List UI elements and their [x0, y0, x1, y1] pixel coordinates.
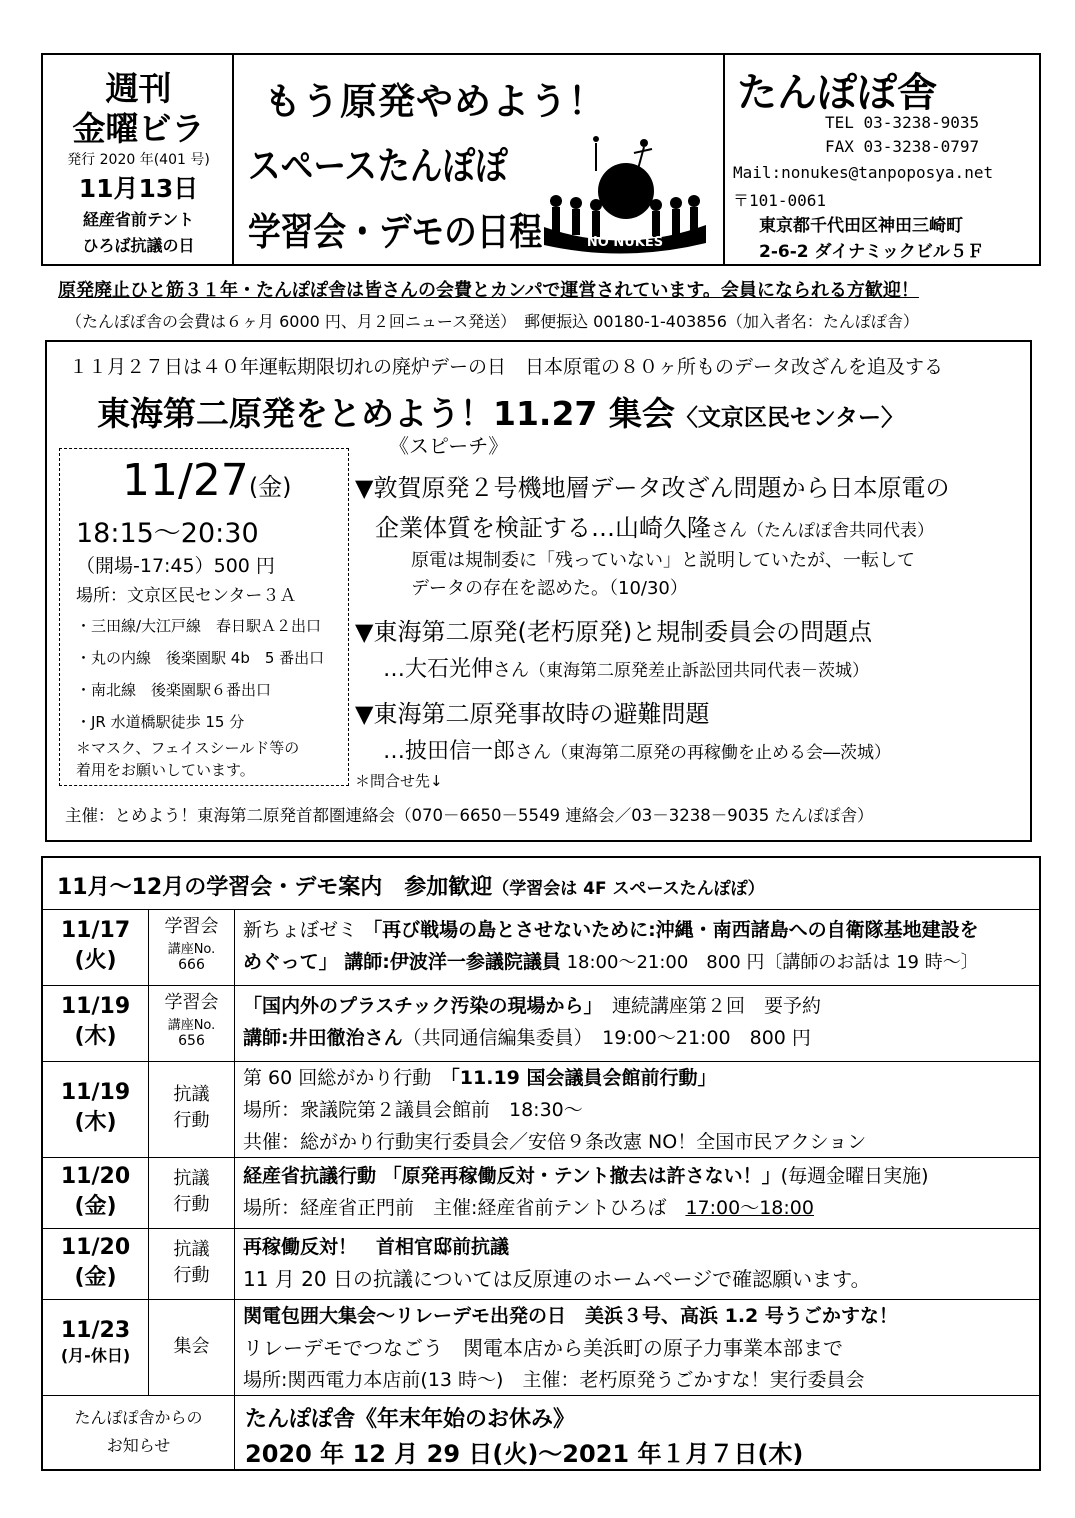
- desc-time-fee: （共同通信編集委員） 19:00～21:00 800 円: [402, 1027, 811, 1049]
- access-item: ・南北線 後楽園駅６番出口: [76, 681, 272, 699]
- row-type: [149, 986, 235, 1061]
- membership-line-1: 原発廃止ひと筋３１年・たんぽぽ舎は皆さんの会費とカンパで運営されています。会員になられる方歓迎！: [58, 280, 919, 301]
- desc-place: 場所：衆議院第２議員会館前 18:30～: [243, 1099, 583, 1121]
- address-2: 2-6-2 ダイナミックビル５Ｆ: [759, 242, 984, 262]
- type-course-label: 講座No.: [167, 1018, 216, 1033]
- row-type: [149, 910, 235, 985]
- speech-1-speaker: [375, 508, 934, 543]
- table-row: [43, 985, 1039, 1061]
- issue-date: 11月13日: [78, 174, 199, 203]
- type-text: 抗議: [173, 1168, 210, 1189]
- address-1: 東京都千代田区神田三崎町: [759, 216, 963, 236]
- mail: Mail:nonukes@tanpoposya.net: [733, 163, 994, 182]
- type-text: 行動: [173, 1110, 210, 1131]
- row-description: [243, 1158, 1033, 1230]
- event-date: [122, 455, 292, 506]
- desc-frequency: (毎週金曜日実施): [780, 1165, 929, 1187]
- date-text: 11/23: [60, 1318, 131, 1343]
- weekday-text: (木): [74, 1110, 117, 1135]
- date-text: 11/17: [60, 918, 131, 943]
- desc-lecturer: 講師:井田徹治さん: [243, 1027, 403, 1049]
- row-type: [149, 1062, 235, 1157]
- title-block: [234, 55, 725, 264]
- weekly-label: 週刊: [105, 69, 172, 108]
- speech-2-speaker: [383, 652, 869, 683]
- desc-title: 「再び戦場の島とさせないために:沖縄・南西諸島への自衛隊基地建設を: [363, 919, 979, 941]
- event-place: 場所：文京区民センター３Ａ: [76, 586, 297, 606]
- table-row: [43, 1299, 1039, 1395]
- row-description: [243, 1062, 1033, 1157]
- notice-label-1: たんぽぽ舎からの: [74, 1408, 203, 1427]
- row-date: [43, 986, 149, 1061]
- row-type: [149, 1300, 235, 1395]
- no-nukes-logo: [534, 131, 714, 259]
- desc-title: 再稼働反対！ 首相官邸前抗議: [243, 1236, 510, 1258]
- rally-organizer: 主催：とめよう！東海第二原発首都圏連絡会（070－6650－5549 連絡会／03－3238－9035 たんぽぽ舎）: [65, 806, 874, 825]
- speech-3-title: ▼東海第二原発事故時の避難問題: [355, 700, 710, 728]
- row-type: [149, 1158, 235, 1228]
- type-course-label: 講座No.: [167, 942, 216, 957]
- desc-lecturer: めぐって」 講師:伊波洋一参議院議員: [243, 951, 561, 973]
- type-text: 集会: [173, 1336, 210, 1357]
- event-weekday: (金): [248, 473, 292, 501]
- row-description: [243, 986, 1033, 1065]
- fax: FAX 03-3238-0797: [825, 137, 980, 156]
- type-course-number: 656: [178, 1033, 205, 1049]
- speaker-name: …披田信一郎: [383, 739, 516, 764]
- row-date: [43, 1300, 149, 1395]
- speaker-honorific: さん: [493, 660, 530, 681]
- table-row: [43, 1157, 1039, 1228]
- row-date: [43, 1062, 149, 1157]
- speech-1-note-1: 原電は規制委に「残っていない」と説明していたが、一転して: [411, 550, 915, 571]
- access-item: ・三田線/大江戸線 春日駅Ａ２出口: [76, 617, 322, 635]
- desc-title: 関電包囲大集会～リレーデモ出発の日 美浜３号、高浜 1.2 号うごかすな！: [243, 1305, 898, 1327]
- speaker-affiliation: （たんぽぽ舎共同代表）: [747, 521, 934, 541]
- row-date: [43, 1229, 149, 1299]
- desc-time-fee: 18:00～21:00 800 円〔講師のお話は 19 時～〕: [560, 952, 979, 973]
- type-text: 抗議: [173, 1239, 210, 1260]
- logo-text: NO NUKES: [586, 235, 664, 250]
- contact-mark: ＊問合せ先↓: [355, 772, 443, 790]
- date-text: 11/20: [60, 1235, 131, 1260]
- access-item: ・JR 水道橋駅徒歩 15 分: [76, 713, 245, 731]
- notice-label-2: お知らせ: [106, 1436, 171, 1455]
- org-name: たんぽぽ舎: [737, 70, 937, 116]
- schedule-table: [41, 856, 1041, 1471]
- weekday-text: (火): [74, 948, 117, 973]
- desc-prefix: 新ちょぼゼミ: [243, 919, 358, 941]
- speaker-honorific: さん: [711, 520, 747, 541]
- weekday-text: (金): [74, 1265, 117, 1290]
- weekday-text: (月-休日): [60, 1346, 131, 1365]
- access-item: ・丸の内線 後楽園駅 4b 5 番出口: [76, 649, 325, 667]
- rally-box: [45, 340, 1032, 842]
- friday-flyer-label: 金曜ビラ: [72, 109, 205, 148]
- event-date-big: 11/27: [122, 455, 249, 506]
- desc-title: 「国内外のプラスチック汚染の現場から」: [243, 995, 593, 1017]
- event-details: [59, 448, 349, 786]
- date-text: 11/19: [60, 1080, 131, 1105]
- desc-note: 11 月 20 日の抗議については反原連のホームページで確認願います。: [243, 1267, 871, 1291]
- weekday-text: (木): [74, 1024, 117, 1049]
- tel: TEL 03-3238-9035: [825, 113, 980, 132]
- desc-place: 場所：経産省正門前 主催:経産省前テントひろば: [243, 1197, 686, 1219]
- header-box: [41, 53, 1041, 266]
- rally-venue-tag: 〈文京区民センター〉: [674, 405, 904, 431]
- mask-note-1: ＊マスク、フェイスシールド等の: [76, 739, 300, 757]
- event-time: 18:15～20:30: [76, 518, 259, 549]
- membership-line-2: （たんぽぽ舎の会費は６ヶ月 6000 円、月２回ニュース発送） 郵便振込 00180-1-403856（加入者名：たんぽぽ舎）: [66, 312, 919, 331]
- speaker-honorific: さん: [515, 742, 552, 763]
- speech-3-speaker: [383, 734, 891, 765]
- type-text: 学習会: [164, 916, 219, 937]
- zip: 〒101-0061: [733, 191, 827, 210]
- desc-route: リレーデモでつなごう 関電本店から美浜町の原子力事業本部まで: [243, 1336, 843, 1360]
- slogan: もう原発やめよう！: [264, 80, 606, 123]
- type-course-number: 666: [178, 957, 205, 973]
- desc-cohost: 共催：総がかり行動実行委員会／安倍９条改憲 NO！全国市民アクション: [243, 1131, 867, 1153]
- type-text: 抗議: [173, 1084, 210, 1105]
- date-text: 11/19: [60, 994, 131, 1019]
- weekday-text: (金): [74, 1194, 117, 1219]
- speech-label: 《スピーチ》: [389, 434, 509, 458]
- mask-note-2: 着用をお願いしています。: [76, 761, 255, 779]
- desc-series: 連続講座第２回 要予約: [592, 995, 821, 1017]
- desc-place-host: 場所:関西電力本店前(13 時～) 主催：老朽原発うごかすな！実行委員会: [243, 1369, 865, 1391]
- notice-title: たんぽぽ舎《年末年始のお休み》: [245, 1407, 576, 1432]
- notice-row: [43, 1395, 1039, 1469]
- row-type: [149, 1229, 235, 1299]
- schedule-heading-note: （学習会は 4F スペースたんぽぽ）: [492, 879, 765, 899]
- table-row: [43, 1061, 1039, 1157]
- row-description: [243, 1300, 1033, 1395]
- tent-line-2: ひろば抗議の日: [82, 236, 195, 255]
- schedule-heading: [57, 870, 765, 901]
- rally-intro: １１月２７日は４０年運転期限切れの廃炉デーの日 日本原電の８０ヶ所ものデータ改ざんを追及する: [69, 356, 944, 378]
- rally-title: [97, 388, 904, 435]
- row-date: [43, 910, 149, 985]
- table-row: [43, 909, 1039, 985]
- type-text: 学習会: [164, 992, 219, 1013]
- speech-1-note-2: データの存在を認めた。（10/30）: [411, 578, 688, 599]
- speaker-affiliation: （東海第二原発差止訴訟団共同代表－茨城）: [529, 661, 870, 681]
- speaker-name: 企業体質を検証する…山崎久隆: [375, 514, 711, 542]
- notice-period: 2020 年 12 月 29 日(火)～2021 年１月７日(木): [245, 1440, 804, 1468]
- desc-prefix: 第 60 回総がかり行動: [243, 1067, 432, 1089]
- schedule-title: 学習会・デモの日程: [248, 210, 543, 254]
- rally-title-main: 東海第二原発をとめよう！11.27 集会: [97, 394, 675, 433]
- notice-label: [43, 1396, 235, 1469]
- table-row: [43, 1228, 1039, 1299]
- type-text: 行動: [173, 1194, 210, 1215]
- type-text: 行動: [173, 1265, 210, 1286]
- speech-2-title: ▼東海第二原発(老朽原発)と規制委員会の問題点: [355, 618, 873, 646]
- event-open-fee: （開場-17:45）500 円: [76, 555, 275, 577]
- issue-info: [43, 55, 234, 264]
- org-contact: [725, 55, 1039, 264]
- row-date: [43, 1158, 149, 1228]
- desc-time: 17:00～18:00: [685, 1197, 814, 1219]
- space-name: スペースたんぽぽ: [248, 144, 508, 188]
- speech-1-title: ▼敦賀原発２号機地層データ改ざん問題から日本原電の: [355, 474, 950, 502]
- date-text: 11/20: [60, 1164, 131, 1189]
- speaker-affiliation: （東海第二原発の再稼働を止める会―茨城）: [551, 743, 892, 763]
- speaker-name: …大石光伸: [383, 657, 494, 682]
- row-description: [243, 1229, 1033, 1301]
- desc-title: 経産省抗議行動 「原発再稼働反対・テント撤去は許さない！」: [243, 1165, 781, 1187]
- desc-title: 「11.19 国会議員会館前行動」: [450, 1067, 717, 1089]
- row-description: [243, 910, 1033, 989]
- schedule-heading-main: 11月～12月の学習会・デモ案内 参加歓迎: [57, 875, 493, 900]
- tent-line-1: 経産省前テント: [82, 210, 195, 229]
- issue-number: 発行 2020 年(401 号): [67, 152, 210, 168]
